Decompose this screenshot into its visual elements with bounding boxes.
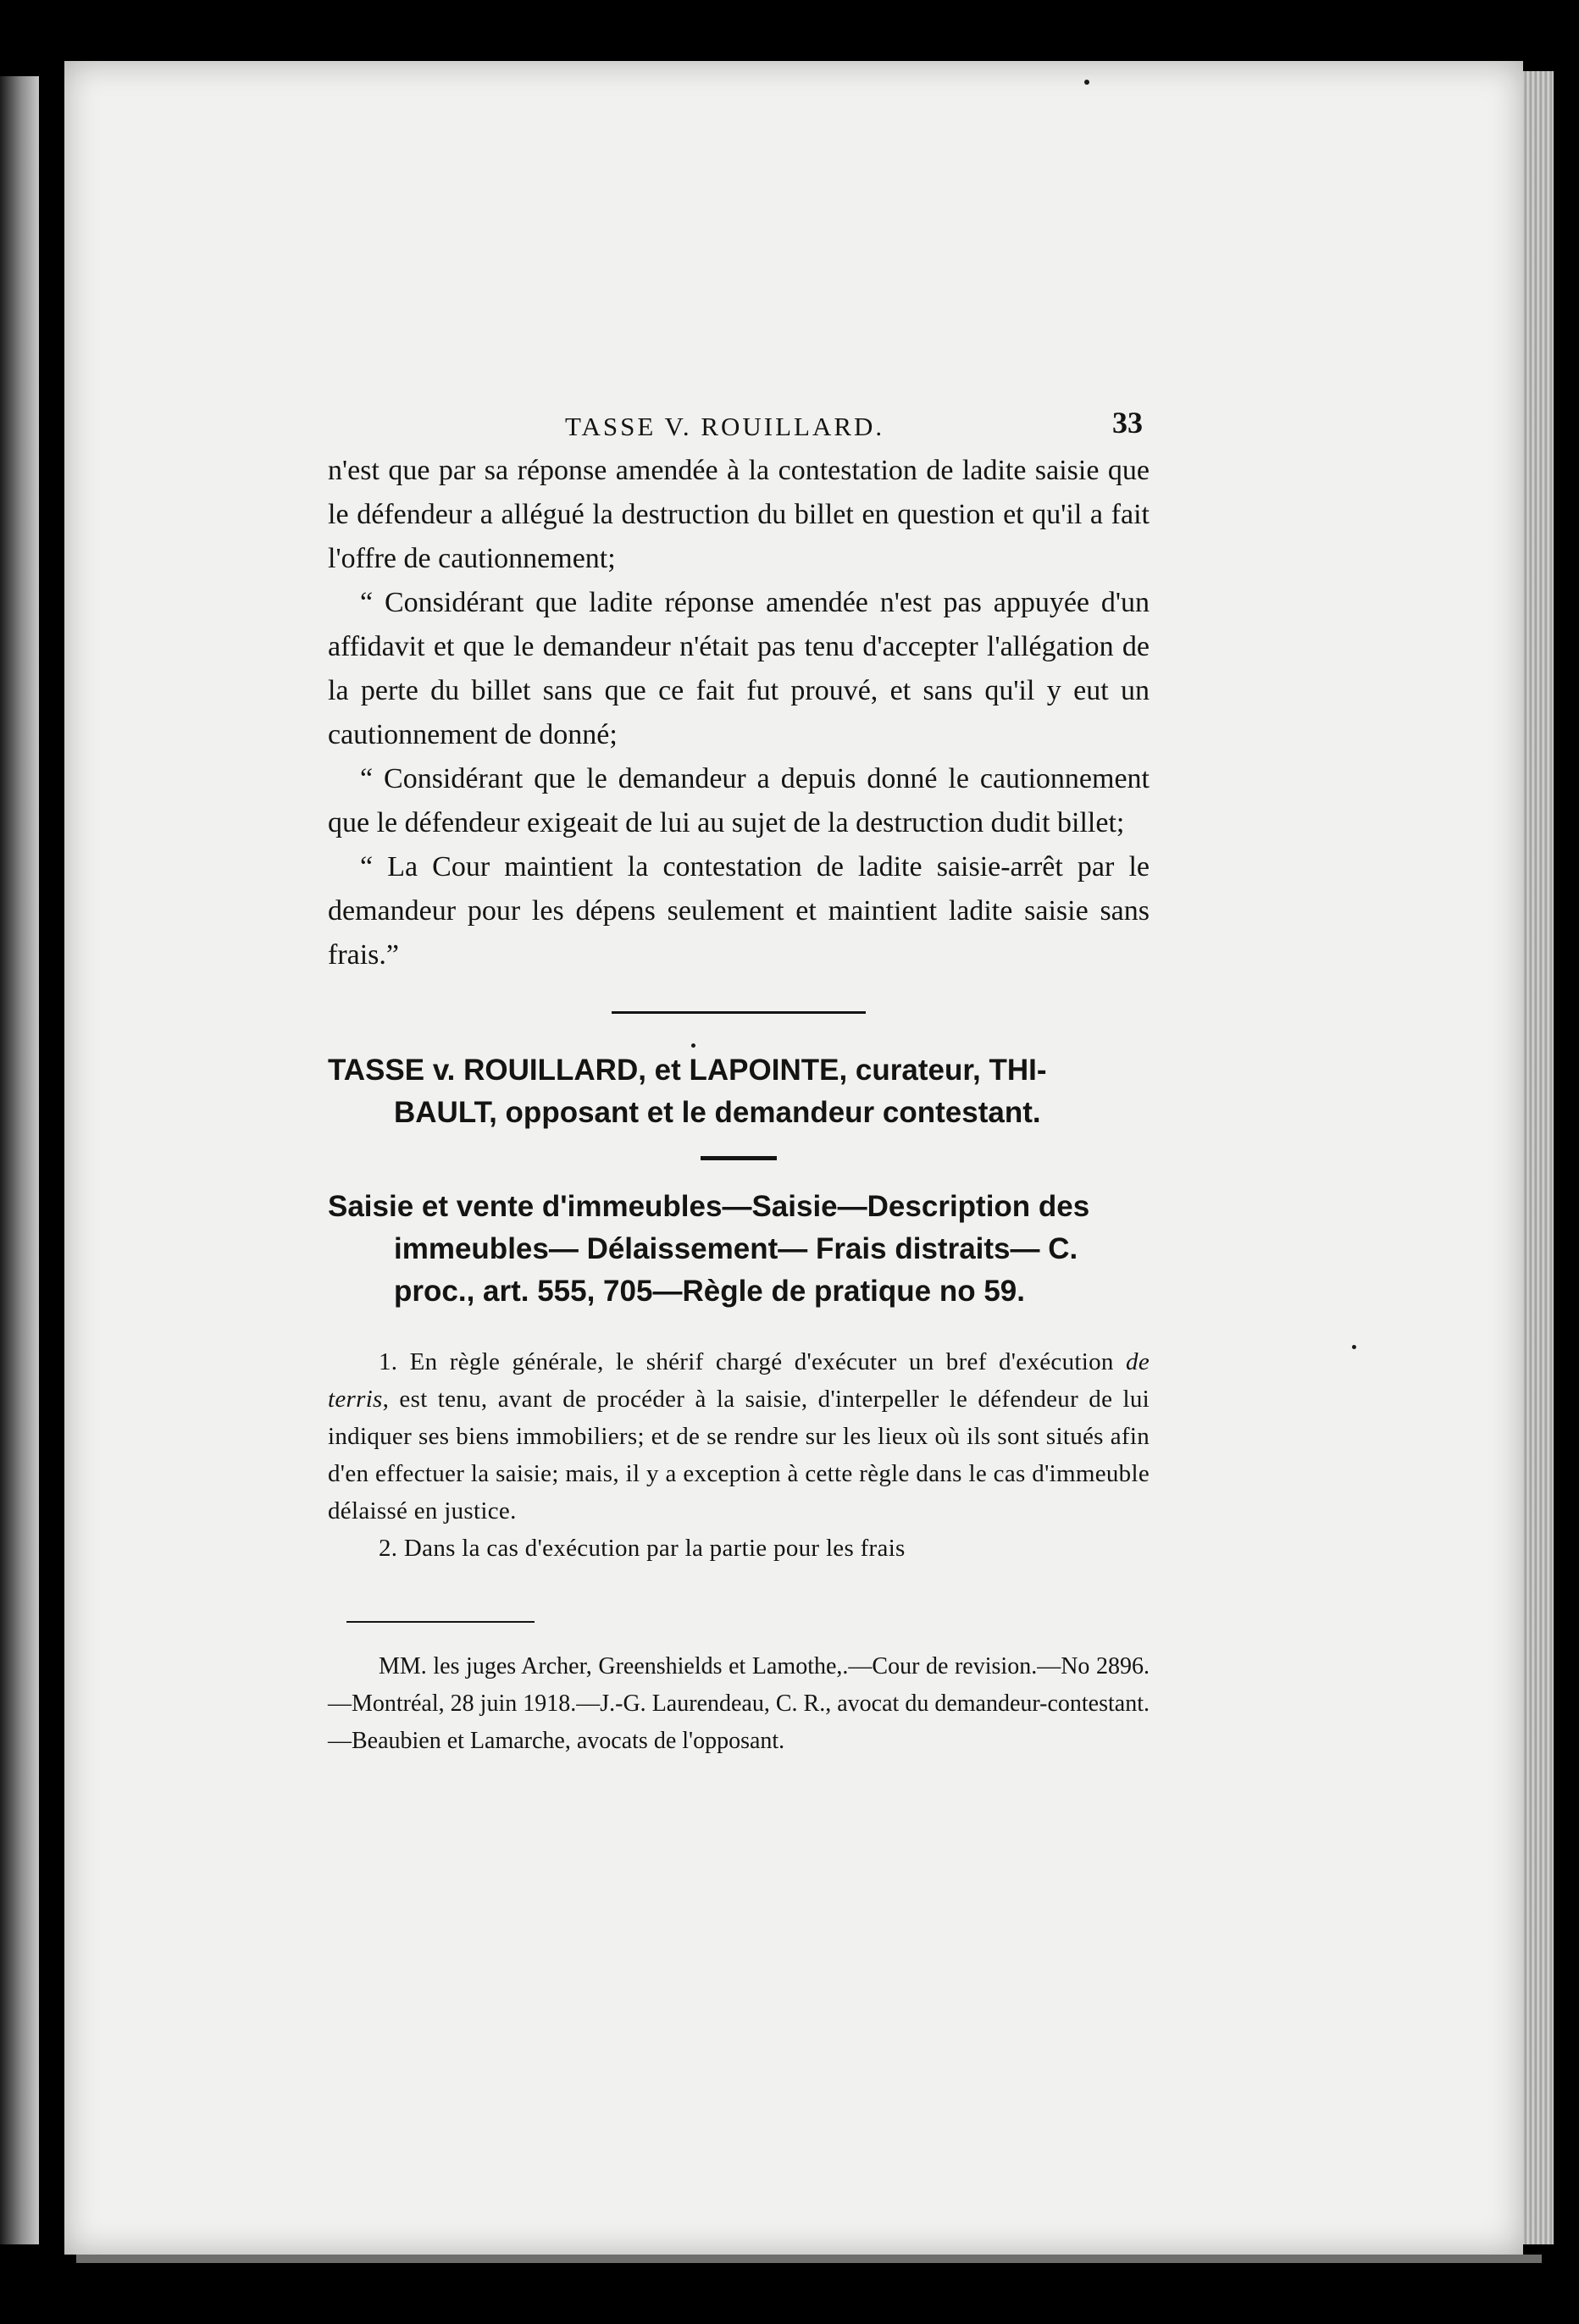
summary-emphasis: de terris [328,1348,1150,1413]
footnote-divider [346,1621,535,1623]
page-number: 33 [1112,406,1143,440]
headnote: Saisie et vente d'immeubles—Saisie—Description des immeubles— Délaissement— Frais distraits— C. proc., art. 555, 705—Règle de pratique no 59. [328,1190,1090,1308]
ink-speck [1084,80,1089,85]
paragraph: “ Considérant que le demandeur a depuis donné le cautionnement que le défendeur exigeait de lui au sujet de la destruction dudit billet; [328,763,1150,838]
paragraph: n'est que par sa réponse amendée à la contestation de ladite saisie que le défendeur a allégué la destruction du billet en question et qu'il a fait l'offre de cautionnement; [328,455,1150,574]
summary-text: 1. En règle générale, le shérif chargé d'exécuter un bref d'exécution [379,1348,1127,1375]
ink-speck [1352,1345,1356,1349]
page-content [328,398,1150,1760]
section-divider [612,1011,866,1014]
summary-point [328,1343,1150,1530]
page-bottom-edge [76,2255,1542,2263]
footnote: MM. les juges Archer, Greenshields et Lamothe,.—Cour de revision.—No 2896.—Montréal, 28 juin 1918.—J.-G. Laurendeau, C. R., avocat du demandeur-contestant.—Beaubien et Lamarche, avocats de l'opposant. [328,1653,1150,1754]
left-page-edge [0,76,39,2244]
summary-point: 2. Dans la cas d'exécution par la partie pour les frais [379,1535,906,1562]
case-title-line: BAULT, opposant et le demandeur contestant. [394,1096,1041,1129]
running-title: TASSE V. ROUILLARD. [565,412,885,441]
summary-text: , est tenu, avant de procéder à la saisie, d'interpeller le défendeur de lui indiquer ses biens immobiliers; et de se rendre sur les lieux où ils sont situés afin d'en effectuer la saisie; mais, il y a exception à cette règle dans le cas d'immeuble délaissé en justice. [328,1386,1150,1524]
paragraph: “ Considérant que ladite réponse amendée n'est pas appuyée d'un affidavit et que le demandeur n'était pas tenu d'accepter l'allégation de la perte du billet sans que ce fait fut prouvé, et sans qu'il y eut un cautionnement de donné; [328,587,1150,750]
case-summary [328,1343,1150,1567]
case-title [328,1049,1150,1134]
short-divider [701,1156,777,1160]
running-head [328,398,1150,449]
case-title-line: TASSE v. ROUILLARD, et LAPOINTE, curateur, THI- [328,1054,1047,1087]
page-stack-edge [1523,71,1554,2244]
paragraph: “ La Cour maintient la contestation de ladite saisie-arrêt par le demandeur pour les dépens seulement et maintient ladite saisie sans frais.” [328,851,1150,971]
continued-judgment-text [328,449,1150,977]
